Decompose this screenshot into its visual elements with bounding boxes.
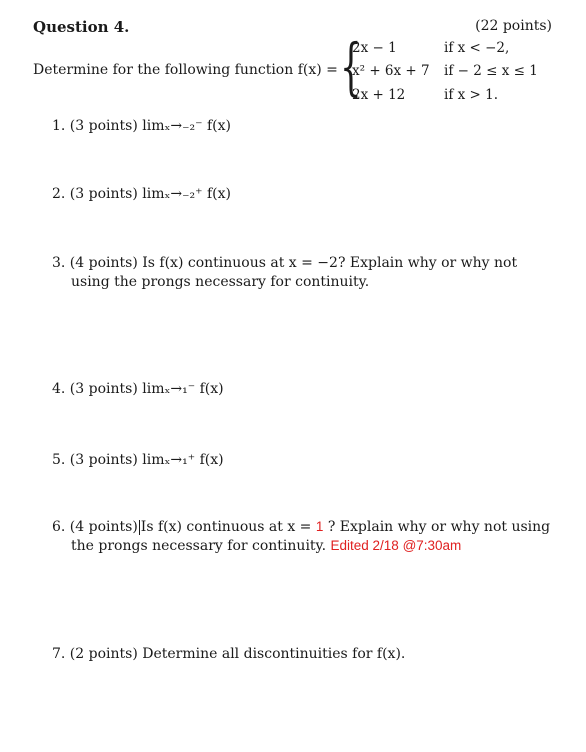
case-3-cond: if x > 1. [444,87,498,103]
case-1-expr: 2x − 1 [352,40,397,56]
question-6-body-end: ? Explain why or why not using [323,519,551,535]
question-1: 1. (3 points) limₓ→₋₂⁻ f(x) [52,118,231,134]
question-6-line-2-text: the prongs necessary for continuity. [71,538,327,554]
question-title: Question 4. [33,18,130,36]
question-4: 4. (3 points) limₓ→₁⁻ f(x) [52,381,224,397]
question-6-red-value: 1 [315,519,324,534]
piecewise-brace: { [340,30,362,103]
case-3-expr: 2x + 12 [352,87,406,103]
text-cursor [139,520,140,535]
question-6-points: 6. (4 points) [52,519,138,535]
question-2: 2. (3 points) limₓ→₋₂⁺ f(x) [52,186,231,202]
question-6-line-1 [52,519,550,535]
question-6-body: Is f(x) continuous at x = [140,519,316,535]
case-2-expr: x² + 6x + 7 [352,63,430,79]
total-points: (22 points) [475,18,552,34]
question-6-line-2 [71,538,461,554]
edit-note: Edited 2/18 @7:30am [330,538,462,553]
question-3-line-2: using the prongs necessary for continuity. [71,274,370,290]
question-5: 5. (3 points) limₓ→₁⁺ f(x) [52,452,224,468]
question-3-line-1: 3. (4 points) Is f(x) continuous at x = −2? Explain why or why not [52,255,518,271]
intro-text: Determine for the following function f(x) = [33,62,338,78]
question-7: 7. (2 points) Determine all discontinuities for f(x). [52,646,406,662]
case-2-cond: if − 2 ≤ x ≤ 1 [444,63,538,79]
case-1-cond: if x < −2, [444,40,510,56]
